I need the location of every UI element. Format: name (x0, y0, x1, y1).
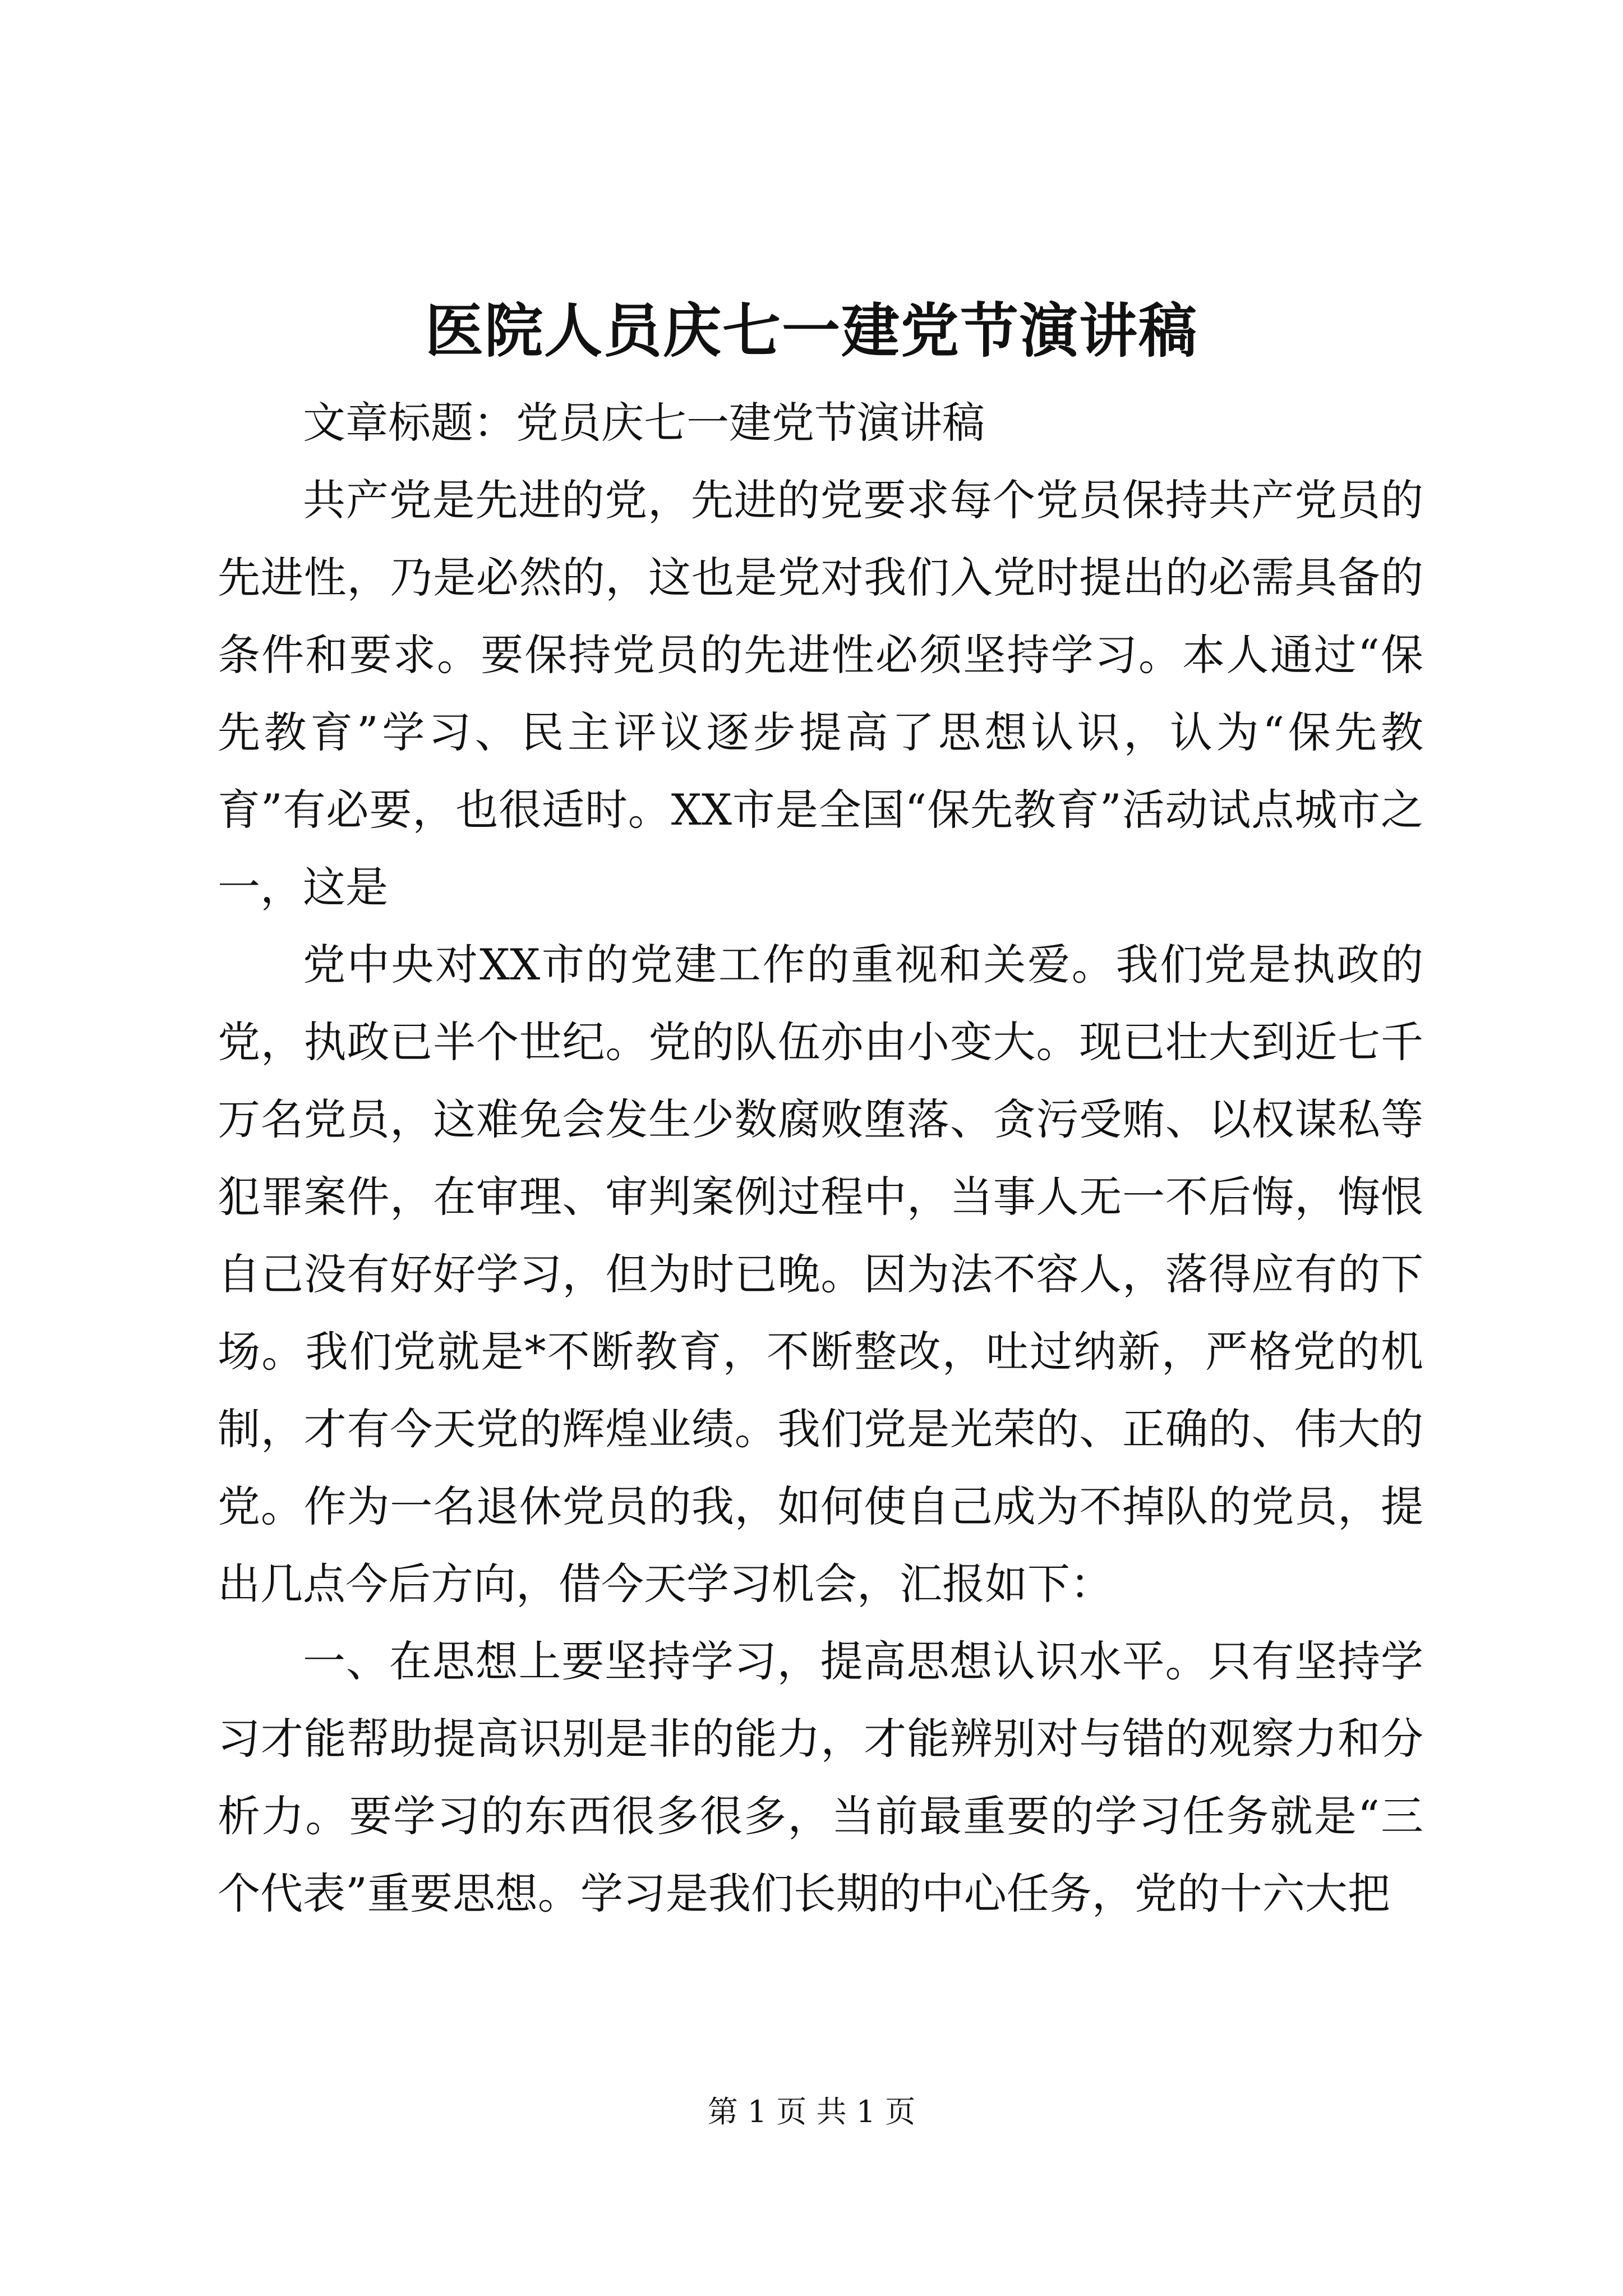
paragraph-article-title: 文章标题：党员庆七一建党节演讲稿 (303, 398, 985, 448)
paragraph-3: 一、在思想上要坚持学习，提高思想认识水平。只有坚持学习才能帮助提高识别是非的能力，才能辨别对与错的观察力和分析力。要学习的东西很多很多，当前最重要的学习任务就是“三个代表”重要思想。学习是我们长期的中心任务，党的十六大把 (218, 1636, 1423, 1918)
document-title: 医院人员庆七一建党节演讲稿 (425, 296, 1198, 365)
page-footer (0, 2090, 1623, 2134)
document-body (218, 384, 1423, 1932)
paragraph-2: 党中央对XX市的党建工作的重视和关爱。我们党是执政的党，执政已半个世纪。党的队伍亦由小变大。现已壮大到近七千万名党员，这难免会发生少数腐败堕落、贪污受贿、以权谋私等犯罪案件，在审理、审判案例过程中，当事人无一不后悔，悔恨自己没有好好学习，但为时已晚。因为法不容人，落得应有的下场。我们党就是*不断教育，不断整改，吐过纳新，严格党的机制，才有今天党的辉煌业绩。我们党是光荣的、正确的、伟大的党。作为一名退休党员的我，如何使自己成为不掉队的党员，提出几点今后方向，借今天学习机会，汇报如下： (218, 940, 1423, 1609)
page-number-text: 第 1 页 共 1 页 (707, 2094, 916, 2129)
paragraph-1: 共产党是先进的党，先进的党要求每个党员保持共产党员的先进性，乃是必然的，这也是党对我们入党时提出的必需具备的条件和要求。要保持党员的先进性必须坚持学习。本人通过“保先教育”学习、民主评议逐步提高了思想认识，认为“保先教育”有必要，也很适时。XX市是全国“保先教育”活动试点城市之一，这是 (218, 475, 1423, 912)
